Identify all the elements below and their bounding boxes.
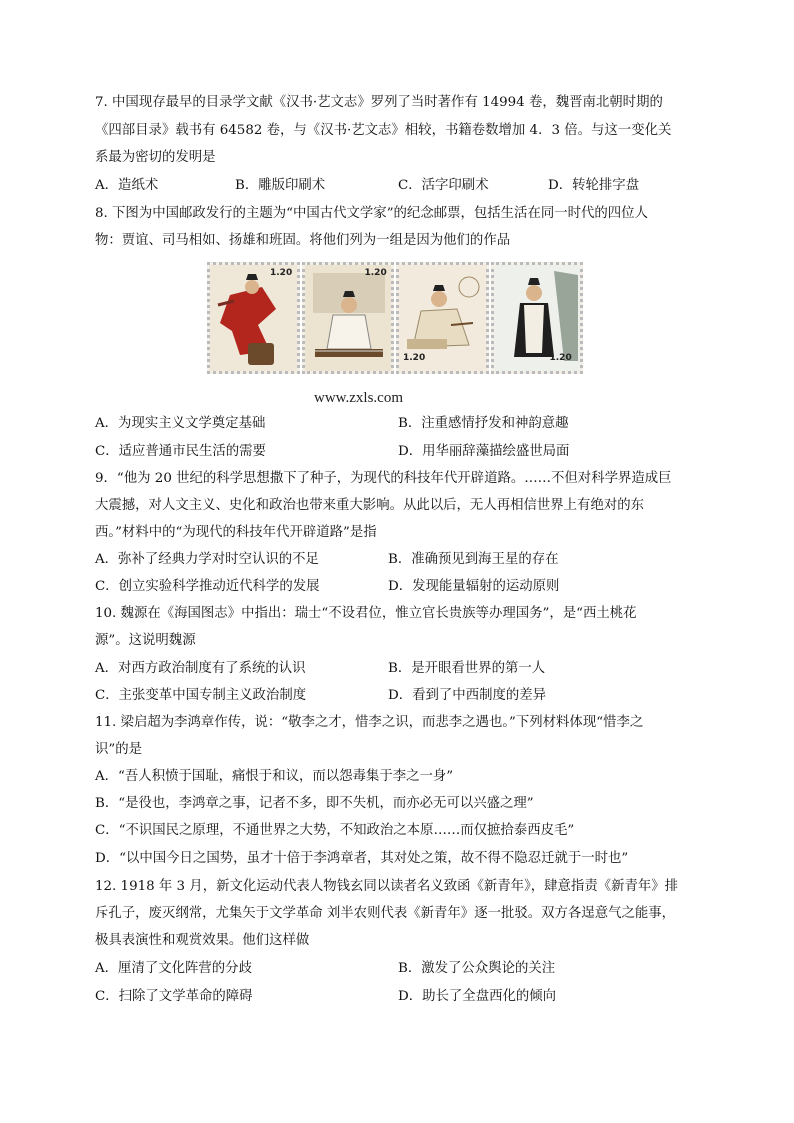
q11-stem-line-1: 11. 梁启超为李鸿章作传，说：“敬李之才，惜李之识，而悲李之遇也。”下列材料体现“惜李之	[95, 715, 644, 730]
stamp-set-image	[207, 262, 583, 374]
q7-option-d: D．转轮排字盘	[548, 178, 640, 193]
q11-option-a: A．“吾人积愤于国耻，痛恨于和议，而以怨毒集于李之一身”	[95, 769, 454, 784]
q8-option-a: A．为现实主义文学奠定基础	[95, 416, 266, 431]
q10-stem-line-2: 源”。这说明魏源	[95, 633, 196, 648]
watermark-url: www.zxls.com	[314, 390, 404, 406]
q8-option-d: D．用华丽辞藻描绘盛世局面	[398, 444, 570, 459]
q10-option-d: D．看到了中西制度的差异	[388, 688, 547, 703]
stamp-value-4: 1.20	[549, 353, 572, 363]
q7-option-b: B．雕版印刷术	[235, 178, 326, 193]
q12-stem-line-2: 斥孔子，废灭纲常，尤集矢于文学革命 刘半农则代表《新青年》逐一批驳。双方各逞意气之能事，	[95, 906, 676, 921]
stamp-value-1: 1.20	[270, 268, 293, 278]
q9-stem-line-2: 大震撼，对人文主义、史化和政治也带来重大影响。从此以后，无人再相信世界上有绝对的东	[95, 498, 645, 513]
q10-option-a: A．对西方政治制度有了系统的认识	[95, 661, 306, 676]
q8-option-c: C．适应普通市民生活的需要	[95, 444, 266, 459]
q9-option-c: C．创立实验科学推动近代科学的发展	[95, 579, 320, 594]
q7-stem-line-3: 系最为密切的发明是	[95, 150, 216, 165]
q10-stem-line-1: 10. 魏源在《海国图志》中指出：瑞士“不设君位，惟立官长贵族等办理国务”，是“西土桃花	[95, 606, 637, 621]
stamp-value-2: 1.20	[364, 268, 387, 278]
q12-option-a: A．厘清了文化阵营的分歧	[95, 961, 252, 976]
q12-option-b: B．激发了公众舆论的关注	[398, 961, 556, 976]
stamp-jia-yi	[207, 262, 300, 374]
q11-option-d: D．“以中国今日之国势，虽才十倍于李鸿章者，其对处之策，故不得不隐忍迁就于一时也”	[95, 851, 629, 866]
q7-stem-line-1: 7. 中国现存最早的目录学文献《汉书·艺文志》罗列了当时著作有 14994 卷，魏晋南北朝时期的	[95, 95, 663, 110]
q12-option-d: D．助长了全盘西化的倾向	[398, 989, 557, 1004]
q11-option-b: B．“是役也，李鸿章之事，记者不多，即不失机，而亦必无可以兴盛之理”	[95, 796, 534, 811]
stamp-yang-xiong	[396, 262, 489, 374]
q11-stem-line-2: 识”的是	[95, 742, 143, 757]
stamp-value-3: 1.20	[403, 353, 426, 363]
q8-stem-line-2: 物：贾谊、司马相如、扬雄和班固。将他们列为一组是因为他们的作品	[95, 233, 511, 248]
q8-option-b: B．注重感情抒发和神韵意趣	[398, 416, 569, 431]
q9-option-d: D．发现能量辐射的运动原则	[388, 579, 560, 594]
q9-option-b: B．准确预见到海王星的存在	[388, 552, 559, 567]
q12-option-c: C．扫除了文学革命的障碍	[95, 989, 253, 1004]
q11-option-c: C．“不识国民之原理，不通世界之大势，不知政治之本原……而仅摭拾泰西皮毛”	[95, 823, 575, 838]
q10-option-c: C．主张变革中国专制主义政治制度	[95, 688, 307, 703]
q9-option-a: A．弥补了经典力学对时空认识的不足	[95, 552, 319, 567]
q10-option-b: B．是开眼看世界的第一人	[388, 661, 546, 676]
q8-stem-line-1: 8. 下图为中国邮政发行的主题为“中国古代文学家”的纪念邮票，包括生活在同一时代的四位人	[95, 206, 648, 221]
q7-stem-line-2: 《四部目录》载书有 64582 卷，与《汉书·艺文志》相较，书籍卷数增加 4．3 倍。与这一变化关	[95, 123, 672, 138]
q12-stem-line-3: 极具表演性和观赏效果。他们这样做	[95, 933, 310, 948]
stamp-sima-xiangru	[302, 262, 395, 374]
q9-stem-line-1: 9．“他为 20 世纪的科学思想撒下了种子，为现代的科技年代开辟道路。……不但对科学界造成巨	[95, 471, 672, 486]
q7-option-c: C．活字印刷术	[398, 178, 489, 193]
q9-stem-line-3: 西。”材料中的“为现代的科技年代开辟道路”是指	[95, 525, 377, 540]
q12-stem-line-1: 12. 1918 年 3 月，新文化运动代表人物钱玄同以读者名义致函《新青年》，肆意指责《新青年》排	[95, 879, 679, 894]
stamp-ban-gu	[491, 262, 584, 374]
q7-option-a: A．造纸术	[95, 178, 159, 193]
